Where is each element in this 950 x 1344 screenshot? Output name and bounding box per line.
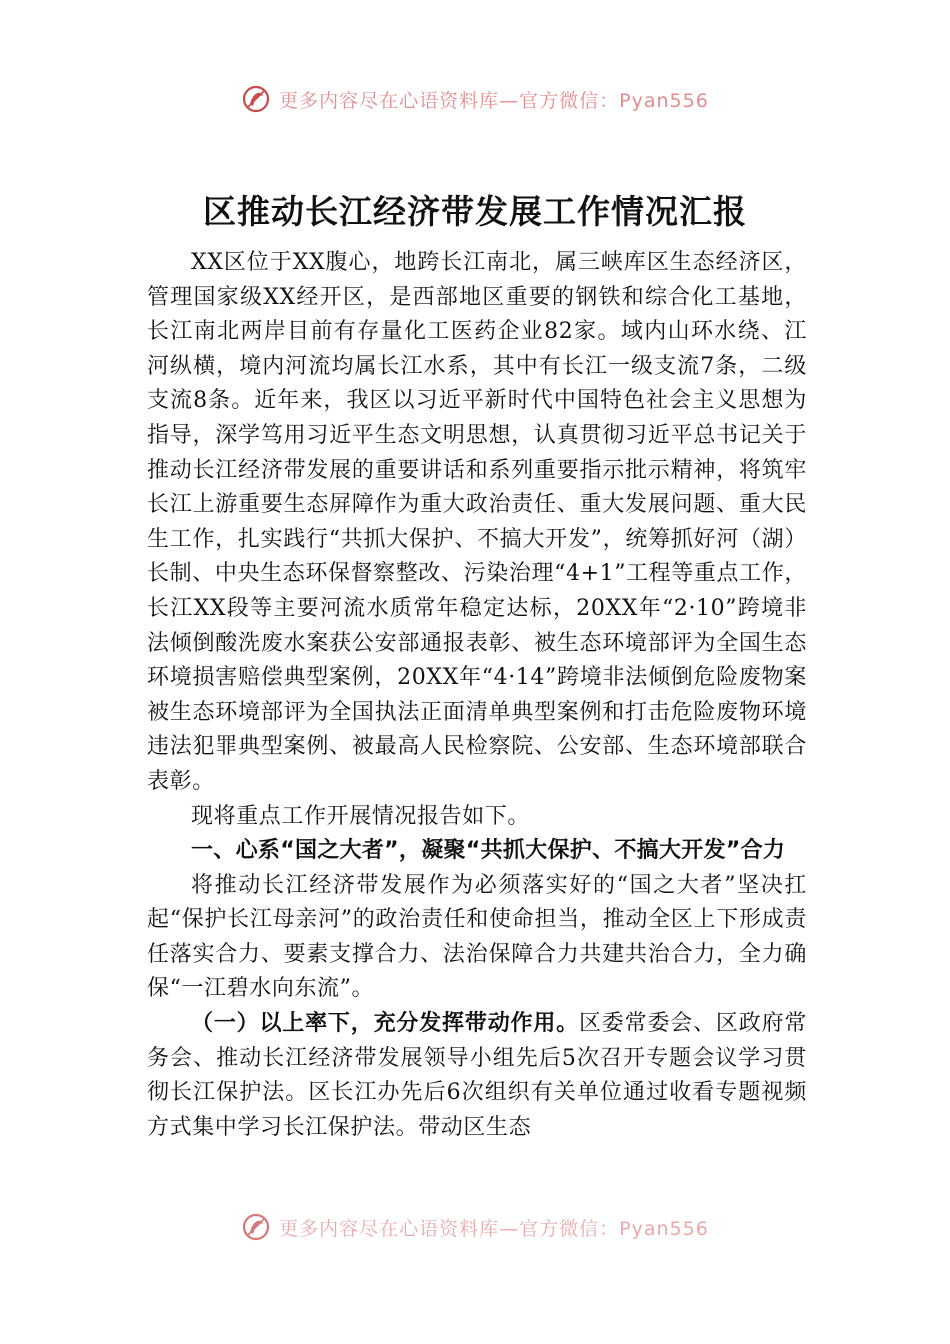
brand-logo-icon — [241, 84, 271, 114]
paragraph-subsection-1 — [147, 1007, 807, 1145]
document-body — [147, 246, 807, 1145]
paragraph-transition: 现将重点工作开展情况报告如下。 — [191, 803, 531, 829]
section-heading-1: 一、心系“国之大者”，凝聚“共抓大保护、不搞大开发”合力 — [191, 838, 786, 864]
footer-watermark — [0, 1212, 950, 1242]
document-title: 区推动长江经济带发展工作情况汇报 — [203, 192, 747, 231]
subsection-text: 区委常委会、区政府常务会、推动长江经济带发展领导小组先后5次召开专题会议学习贯彻长江保护法。区长江办先后6次组织有关单位通过收看专题视频方式集中学习长江保护法。带动区生态 — [147, 1011, 807, 1140]
paragraph-intro: XX区位于XX腹心，地跨长江南北，属三峡库区生态经济区，管理国家级XX经开区，是西部地区重要的钢铁和综合化工基地，长江南北两岸目前有存量化工医药企业82家。域内山环水绕、江河纵横，境内河流均属长江水系，其中有长江一级支流7条，二级支流8条。近年来，我区以习近平新时代中国特色社会主义思想为指导，深学笃用习近平生态文明思想，认真贯彻习近平总书记关于推动长江经济带发展的重要讲话和系列重要指示批示精神，将筑牢长江上游重要生态屏障作为重大政治责任、重大发展问题、重大民生工作，扎实践行“共抓大保护、不搞大开发”，统筹抓好河（湖）长制、中央生态环保督察整改、污染治理“4+1”工程等重点工作，长江XX段等主要河流水质常年稳定达标，20XX年“2·10”跨境非法倾倒酸洗废水案获公安部通报表彰、被生态环境部评为全国生态环境损害赔偿典型案例，20XX年“4·14”跨境非法倾倒危险废物案被生态环境部评为全国执法正面清单典型案例和打击危险废物环境违法犯罪典型案例、被最高人民检察院、公安部、生态环境部联合表彰。 — [147, 250, 807, 794]
watermark-text: 更多内容尽在心语资料库—官方微信：Pyan556 — [279, 1217, 709, 1240]
header-watermark — [0, 84, 950, 114]
paragraph-section-1: 将推动长江经济带发展作为必须落实好的“国之大者”坚决扛起“保护长江母亲河”的政治责任和使命担当，推动全区上下形成责任落实合力、要素支撑合力、法治保障合力共建共治合力，全力确保“一江碧水向东流”。 — [147, 872, 807, 1002]
watermark-text: 更多内容尽在心语资料库—官方微信：Pyan556 — [279, 89, 709, 112]
subsection-lead: （一）以上率下，充分发挥带动作用。 — [191, 1011, 579, 1037]
brand-logo-icon — [241, 1212, 271, 1242]
